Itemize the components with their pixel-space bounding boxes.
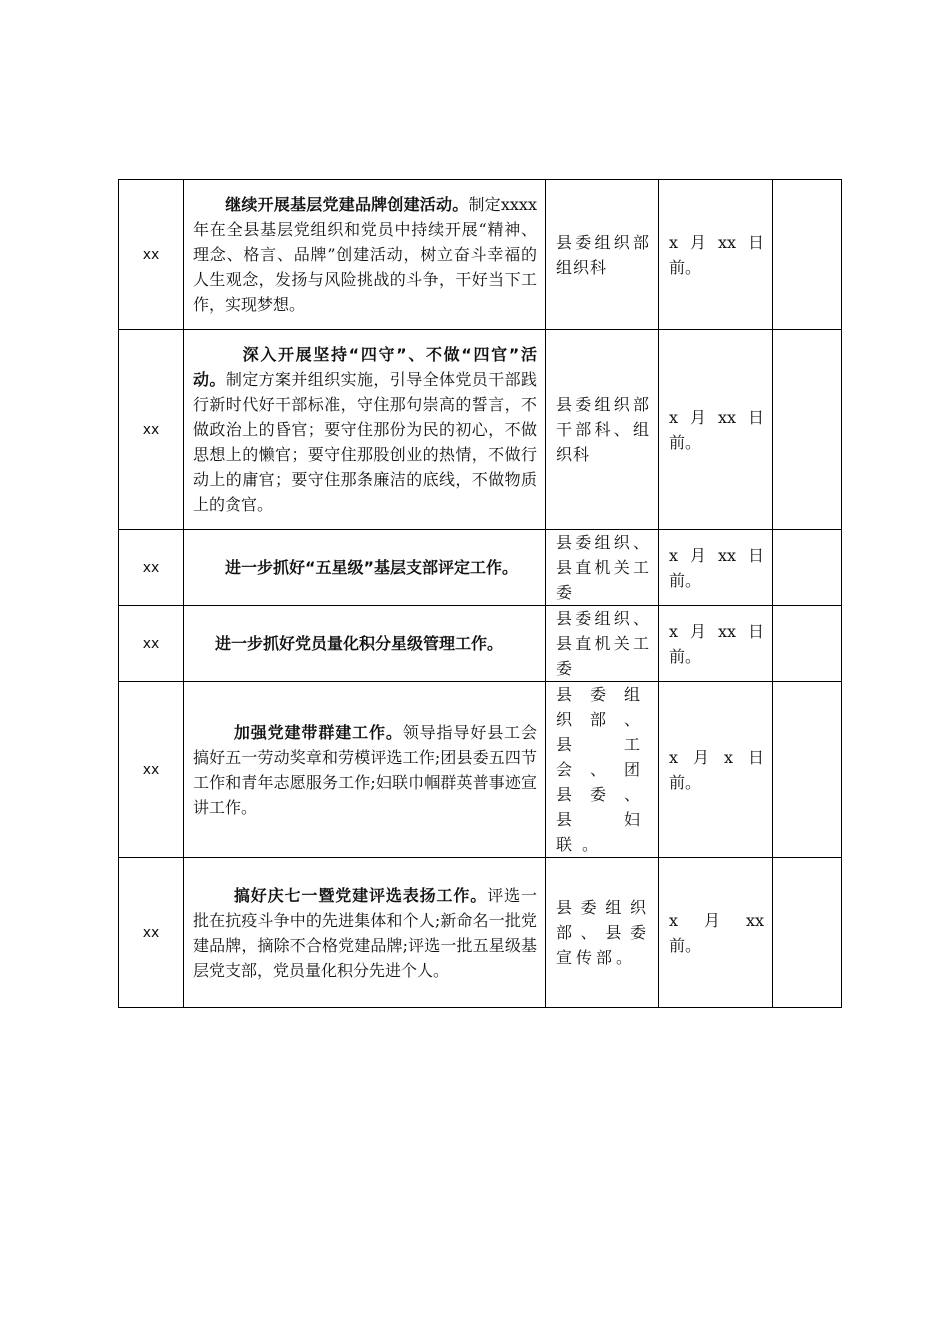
row-number: xx — [119, 858, 184, 1008]
task-title: 深入开展坚持“四守”、不做“四官”活动。 — [193, 345, 537, 389]
deadline: x 月 x 日 前。 — [659, 682, 773, 858]
note-cell — [773, 530, 842, 606]
responsible-dept: 县委组织部、县委宣传部。 — [546, 858, 659, 1008]
note-cell — [773, 180, 842, 330]
deadline: x 月 xx 前。 — [659, 858, 773, 1008]
task-description: 制定xxxx年在全县基层党组织和党员中持续开展“精神、理念、格言、品牌”创建活动，树立奋斗幸福的人生观念，发扬与风险挑战的斗争，干好当下工作，实现梦想。 — [193, 195, 537, 314]
task-content — [184, 180, 546, 330]
task-title: 加强党建带群建工作。 — [233, 722, 403, 742]
task-title: 继续开展基层党建品牌创建活动。 — [225, 195, 469, 214]
deadline: x 月 xx 日 前。 — [659, 180, 773, 330]
task-content — [184, 682, 546, 858]
task-table — [118, 179, 842, 1008]
row-number: xx — [119, 682, 184, 858]
task-title: 进一步抓好“五星级”基层支部评定工作。 — [225, 558, 519, 577]
task-content — [184, 530, 546, 606]
table-row — [119, 330, 842, 530]
table-row — [119, 858, 842, 1008]
table-row — [119, 180, 842, 330]
row-number: xx — [119, 606, 184, 682]
note-cell — [773, 330, 842, 530]
note-cell — [773, 682, 842, 858]
task-content — [184, 858, 546, 1008]
responsible-dept: 县委组织部干部科、组织科 — [546, 330, 659, 530]
row-number: xx — [119, 530, 184, 606]
row-number: xx — [119, 180, 184, 330]
responsible-dept: 县委组织、县直机关工委 — [546, 530, 659, 606]
responsible-dept: 县委组织部、县工会、团县委、县妇联。 — [546, 682, 659, 858]
task-content — [184, 330, 546, 530]
deadline: x 月 xx 日 前。 — [659, 530, 773, 606]
note-cell — [773, 858, 842, 1008]
table-row — [119, 530, 842, 606]
task-title: 进一步抓好党员量化积分星级管理工作。 — [215, 634, 504, 653]
table-row — [119, 606, 842, 682]
deadline: x 月 xx 日 前。 — [659, 606, 773, 682]
responsible-dept: 县委组织、县直机关工委 — [546, 606, 659, 682]
task-description: 评选一批在抗疫斗争中的先进集体和个人;新命名一批党建品牌，摘除不合格党建品牌;评选一批五星级基层党支部，党员量化积分先进个人。 — [193, 885, 537, 980]
task-title: 搞好庆七一暨党建评选表扬工作。 — [233, 885, 488, 905]
task-content — [184, 606, 546, 682]
task-description: 制定方案并组织实施，引导全体党员干部践行新时代好干部标准，守住那句崇高的誓言，不做政治上的昏官；要守住那份为民的初心，不做思想上的懒官；要守住那股创业的热情，不做行动上的庸官；要守住那条廉洁的底线，不做物质上的贪官。 — [193, 370, 537, 514]
task-description: 领导指导好县工会搞好五一劳动奖章和劳模评选工作;团县委五四节工作和青年志愿服务工作;妇联巾帼群英普事迹宣讲工作。 — [193, 722, 537, 817]
deadline: x 月 xx 日 前。 — [659, 330, 773, 530]
row-number: xx — [119, 330, 184, 530]
table-row — [119, 682, 842, 858]
note-cell — [773, 606, 842, 682]
responsible-dept: 县委组织部组织科 — [546, 180, 659, 330]
